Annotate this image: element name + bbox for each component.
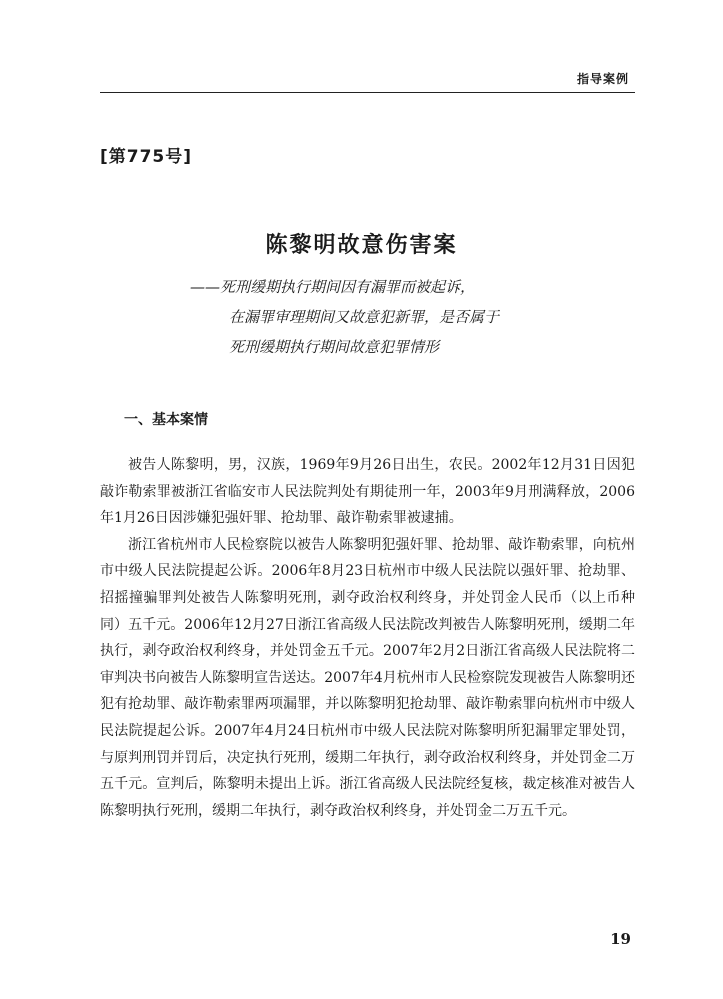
case-subtitle	[190, 272, 630, 362]
case-title: 陈黎明故意伤害案	[265, 232, 458, 258]
subtitle-line-1: ——死刑缓期执行期间因有漏罪而被起诉，	[190, 278, 476, 296]
case-number: [第775号]	[100, 147, 193, 167]
subtitle-line-2: 在漏罪审理期间又故意犯新罪，是否属于	[229, 308, 500, 326]
header-title: 指导案例	[576, 72, 629, 86]
running-header	[100, 66, 635, 90]
body-text	[100, 452, 635, 824]
page-number: 19	[610, 930, 631, 948]
section-heading: 一、基本案情	[124, 412, 208, 428]
paragraph-defendant-info: 被告人陈黎明，男，汉族，1969年9月26日出生，农民。2002年12月31日因犯敲诈勒索罪被浙江省临安市人民法院判处有期徒刑一年，2003年9月刑满释放，2006年1月26日因涉嫌犯强奸罪、抢劫罪、敲诈勒索罪被逮捕。	[100, 457, 635, 527]
header-rule	[100, 92, 635, 93]
paragraph-proceedings: 浙江省杭州市人民检察院以被告人陈黎明犯强奸罪、抢劫罪、敲诈勒索罪，向杭州市中级人民法院提起公诉。2006年8月23日杭州市中级人民法院以强奸罪、抢劫罪、招摇撞骗罪判处被告人陈黎明死刑，剥夺政治权利终身，并处罚金人民币（以上币种同）五千元。2006年12月27日浙江省高级人民法院改判被告人陈黎明死刑，缓期二年执行，剥夺政治权利终身，并处罚金五千元。2007年2月2日浙江省高级人民法院将二审判决书向被告人陈黎明宣告送达。2007年4月杭州市人民检察院发现被告人陈黎明还犯有抢劫罪、敲诈勒索罪两项漏罪，并以陈黎明犯抢劫罪、敲诈勒索罪向杭州市中级人民法院提起公诉。2007年4月24日杭州市中级人民法院对陈黎明所犯漏罪定罪处罚，与原判刑罚并罚后，决定执行死刑，缓期二年执行，剥夺政治权利终身，并处罚金二万五千元。宣判后，陈黎明未提出上诉。浙江省高级人民法院经复核，裁定核准对被告人陈黎明执行死刑，缓期二年执行，剥夺政治权利终身，并处罚金二万五千元。	[100, 536, 635, 819]
subtitle-line-3: 死刑缓期执行期间故意犯罪情形	[229, 338, 440, 356]
